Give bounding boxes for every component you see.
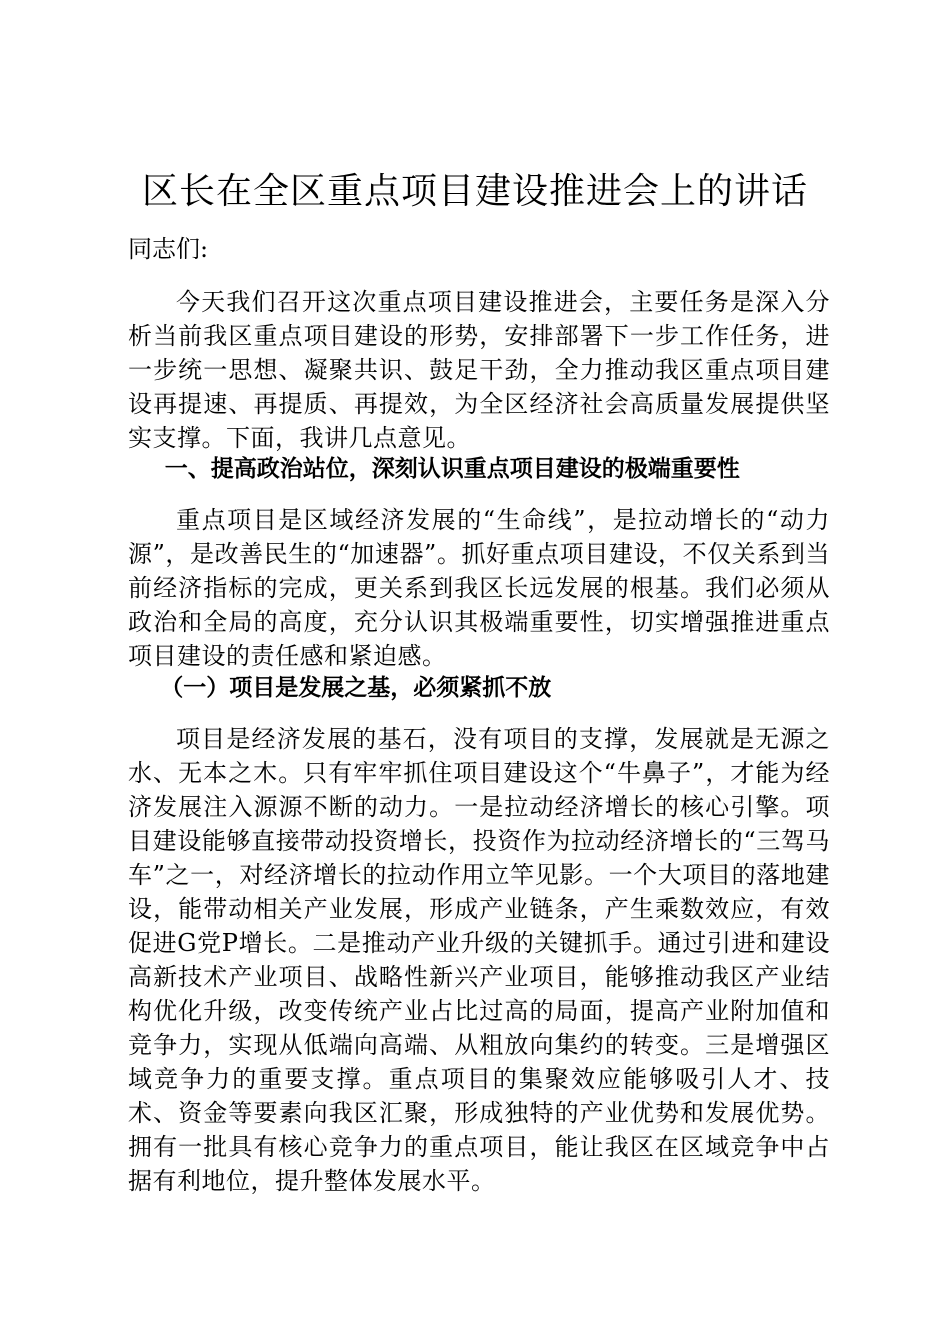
subsection-1-paragraph: 项目是经济发展的基石，没有项目的支撑，发展就是无源之水、无本之木。只有牢牢抓住项目建设这个“牛鼻子”，才能为经济发展注入源源不断的动力。一是拉动经济增长的核心引擎。项目建设能够直接带动投资增长，投资作为拉动经济增长的“三驾马车”之一，对经济增长的拉动作用立竿见影。一个大项目的落地建设，能带动相关产业发展，形成产业链条，产生乘数效应，有效促进G党P增长。二是推动产业升级的关键抓手。通过引进和建设高新技术产业项目、战略性新兴产业项目，能够推动我区产业结构优化升级，改变传统产业占比过高的局面，提高产业附加值和竞争力，实现从低端向高端、从粗放向集约的转变。三是增强区域竞争力的重要支撑。重点项目的集聚效应能够吸引人才、技术、资金等要素向我区汇聚，形成独特的产业优势和发展优势。拥有一批具有核心竞争力的重点项目，能让我区在区域竞争中占据有利地位，提升整体发展水平。 xyxy=(128,725,830,1195)
section-heading-1: 一、提高政治站位，深刻认识重点项目建设的极端重要性 xyxy=(164,456,740,482)
document-title: 区长在全区重点项目建设推进会上的讲话 xyxy=(141,171,808,212)
subsection-heading-1: （一）项目是发展之基，必须紧抓不放 xyxy=(160,675,552,701)
section-1-paragraph: 重点项目是区域经济发展的“生命线”，是拉动增长的“动力源”，是改善民生的“加速器”。抓好重点项目建设，不仅关系到当前经济指标的完成，更关系到我区长远发展的根基。我们必须从政治和全局的高度，充分认识其极端重要性，切实增强推进重点项目建设的责任感和紧迫感。 xyxy=(128,506,830,670)
intro-paragraph: 今天我们召开这次重点项目建设推进会，主要任务是深入分析当前我区重点项目建设的形势，安排部署下一步工作任务，进一步统一思想、凝聚共识、鼓足干劲，全力推动我区重点项目建设再提速、再提质、再提效，为全区经济社会高质量发展提供坚实支撑。下面，我讲几点意见。 xyxy=(128,288,830,452)
salutation: 同志们: xyxy=(128,235,209,263)
